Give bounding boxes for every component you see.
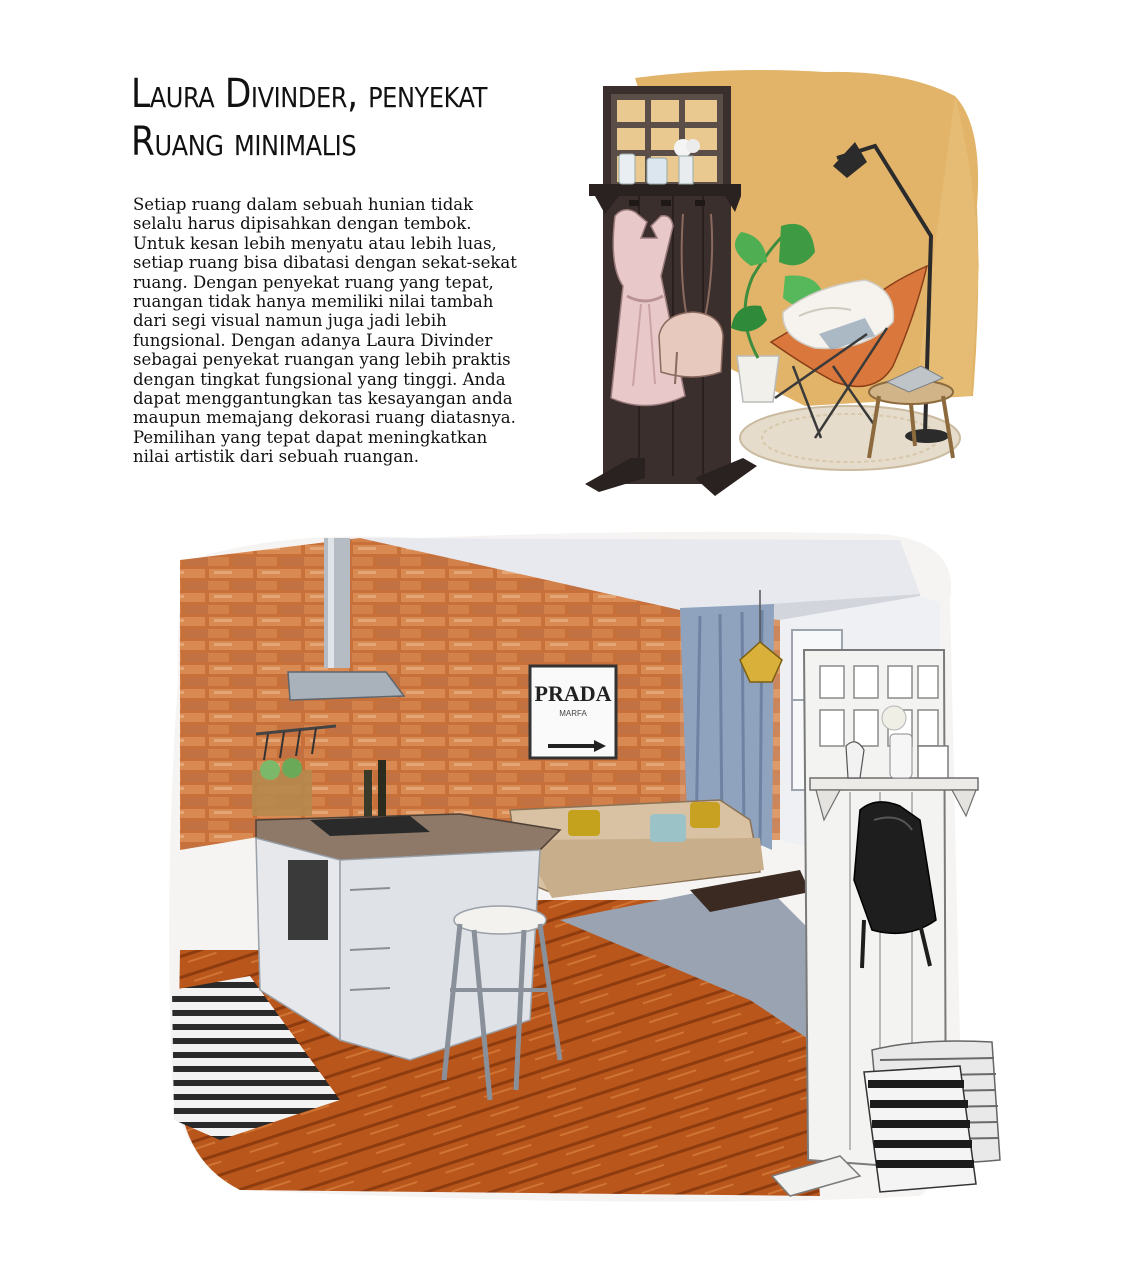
- body-line: ruang. Dengan penyekat ruang yang tepat,: [133, 272, 494, 292]
- body-line: Setiap ruang dalam sebuah hunian tidak: [133, 195, 474, 214]
- body-line: dapat menggantungkan tas kesayangan anda: [133, 389, 513, 409]
- body-line: sebagai penyekat ruangan yang lebih praktis: [133, 350, 511, 370]
- body-line: nilai artistik dari sebuah ruangan.: [133, 447, 419, 467]
- poster-brand-text: PRADA: [534, 681, 612, 706]
- body-line: dengan tingkat fungsional yang tinggi. Anda: [133, 369, 506, 389]
- body-line: Untuk kesan lebih menyatu atau lebih luas,: [133, 233, 497, 253]
- kitchen-living-illustration: [160, 520, 1040, 1210]
- poster-sub-text: MARFA: [559, 709, 587, 718]
- prada-poster: [530, 666, 616, 758]
- pillow-icon: [864, 1041, 1000, 1192]
- body-line: ruangan tidak hanya memiliki nilai tambah: [133, 292, 494, 312]
- article-title: [131, 70, 509, 166]
- body-line: dari segi visual namun juga jadi lebih: [133, 311, 447, 331]
- body-line: maupun memajang dekorasi ruang diatasnya.: [133, 408, 516, 428]
- body-line: fungsional. Dengan adanya Laura Divinder: [133, 330, 493, 350]
- divider-lounge-illustration: [575, 66, 985, 506]
- title-line-1: Laura Divinder, penyekat: [131, 71, 487, 117]
- body-line: selalu harus dipisahkan dengan tembok.: [133, 214, 472, 234]
- title-line-2: Ruang minimalis: [131, 119, 357, 165]
- body-line: setiap ruang bisa dibatasi dengan sekat-sekat: [133, 253, 517, 273]
- article-body: [133, 195, 533, 467]
- body-line: Pemilihan yang tepat dapat meningkatkan: [133, 427, 488, 447]
